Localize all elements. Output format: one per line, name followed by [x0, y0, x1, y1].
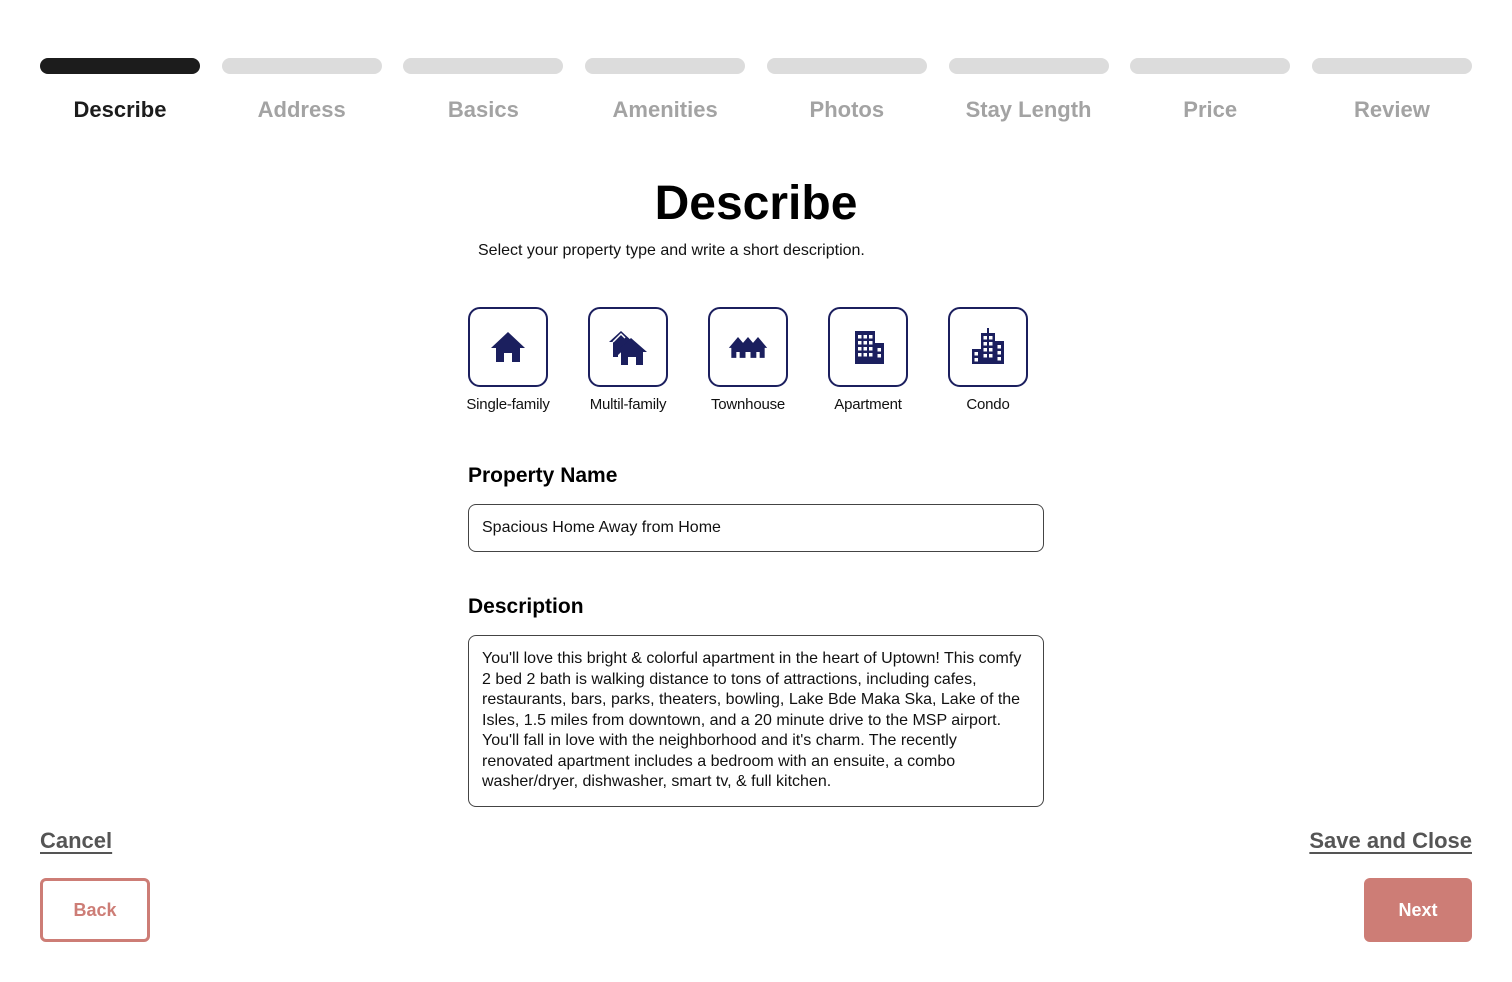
property-type-single-family[interactable] [468, 307, 548, 413]
property-type-label: Townhouse [710, 396, 786, 413]
step-address[interactable] [222, 58, 382, 123]
step-label: Stay Length [965, 97, 1092, 122]
step-label: Address [257, 97, 346, 122]
property-type-tile[interactable] [588, 307, 668, 387]
property-type-tile[interactable] [468, 307, 548, 387]
save-and-close-link[interactable]: Save and Close [1309, 828, 1472, 853]
progress-stepper [40, 58, 1472, 123]
step-amenities[interactable] [585, 58, 745, 123]
step-price[interactable] [1130, 58, 1290, 123]
property-type-condo[interactable] [948, 307, 1028, 413]
step-label: Amenities [612, 97, 718, 122]
step-describe[interactable] [40, 58, 200, 123]
step-bar [403, 58, 563, 74]
step-bar [1130, 58, 1290, 74]
step-bar [767, 58, 927, 74]
property-type-label: Apartment [834, 396, 902, 413]
next-button[interactable]: Next [1364, 878, 1472, 942]
property-type-label: Multil-family [589, 396, 667, 413]
townhouse-icon [728, 327, 768, 367]
description-textarea[interactable] [468, 635, 1044, 807]
step-bar [40, 58, 200, 74]
cancel-link[interactable]: Cancel [40, 828, 113, 853]
step-label: Price [1183, 97, 1238, 122]
page-subtitle: Select your property type and write a short description. [478, 242, 865, 259]
step-stay-length[interactable] [949, 58, 1109, 123]
step-basics[interactable] [403, 58, 563, 123]
step-bar [949, 58, 1109, 74]
property-type-selector [468, 307, 1044, 413]
property-type-tile[interactable] [708, 307, 788, 387]
back-button[interactable]: Back [40, 878, 150, 942]
apartment-building-icon [848, 327, 888, 367]
property-type-tile[interactable] [948, 307, 1028, 387]
step-review[interactable] [1312, 58, 1472, 123]
property-name-label: Property Name [468, 464, 618, 487]
step-bar [585, 58, 745, 74]
step-bar [1312, 58, 1472, 74]
property-type-townhouse[interactable] [708, 307, 788, 413]
description-label: Description [468, 595, 584, 618]
house-icon [488, 327, 528, 367]
step-label: Basics [447, 97, 519, 122]
property-type-tile[interactable] [828, 307, 908, 387]
property-type-label: Condo [966, 396, 1010, 413]
step-bar [222, 58, 382, 74]
step-photos[interactable] [767, 58, 927, 123]
page-title: Describe [654, 177, 858, 230]
step-label: Photos [809, 97, 885, 122]
step-label: Review [1354, 97, 1430, 122]
property-name-input[interactable] [468, 504, 1044, 552]
multi-house-icon [608, 327, 648, 367]
condo-building-icon [968, 327, 1008, 367]
property-type-label: Single-family [466, 396, 550, 413]
property-type-apartment[interactable] [828, 307, 908, 413]
property-type-multi-family[interactable] [588, 307, 668, 413]
step-label: Describe [73, 97, 167, 122]
